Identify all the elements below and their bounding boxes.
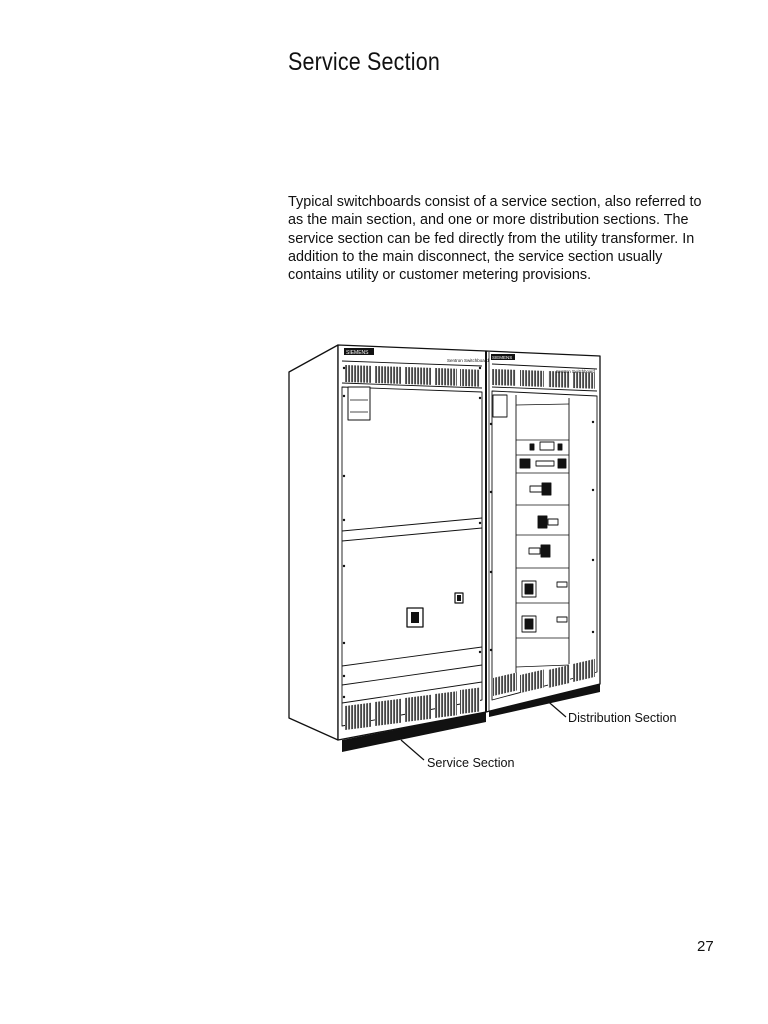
panel-label-distribution: Sentron Switchboard [556,369,595,374]
brand-text-service: SIEMENS [346,350,369,356]
intro-paragraph: Typical switchboards consist of a service section, also referred to as the main section, and one or more distribution sections. The service section can be fed directly from the utility transformer. In addition to the main disconnect, the service section usually contains utility or customer metering provisions. [288,194,702,284]
panel-label-service: Sentron Switchboard [447,358,489,363]
switchboard-illustration [285,340,685,765]
callout-distribution-section: Distribution Section [568,711,677,725]
callout-service-section: Service Section [427,756,515,770]
leader-service [401,740,424,760]
page-title: Service Section [288,48,440,76]
cabinet-side-panel [289,345,338,740]
brand-text-distribution: SIEMENS [492,355,513,360]
meter-window [348,387,370,420]
page-number: 27 [697,938,714,955]
